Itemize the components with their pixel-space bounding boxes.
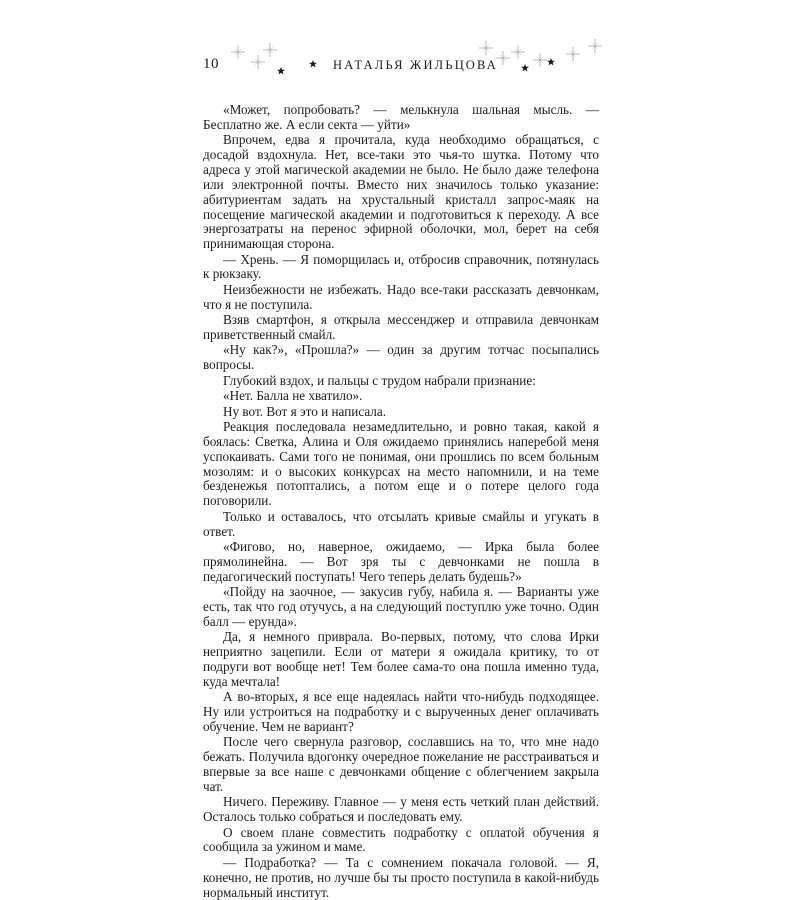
star-icon bbox=[309, 60, 317, 68]
sparkle-icon bbox=[496, 51, 510, 65]
paragraph: Да, я немного приврала. Во-первых, потому, что слова Ирки неприятно зацепили. Если от матери я ожидала критику, то от подруги вот вообще нет! Тем более сама-то она пошла именно туда, куда мечтала! bbox=[203, 629, 599, 689]
paragraph: «Ну как?», «Прошла?» — один за другим тотчас посыпались вопросы. bbox=[203, 342, 599, 373]
paragraph: Впрочем, едва я прочитала, куда необходимо обращаться, с досадой вздохнула. Нет, все-таки это чья-то шутка. Потому что адреса у этой магической академии не было. Не было даже телефона или электронной почты. Вместо них значилось только указание: абитуриентам задать на хрустальный кристалл запрос-маяк на посещение магической академии и подготовиться к переходу. А все энергозатраты на перенос эфирной оболочки, мол, берет на себя принимающая сторона. bbox=[203, 132, 599, 252]
paragraph: Реакция последовала незамедлительно, и ровно такая, какой я боялась: Светка, Алина и Оля ожидаемо принялись наперебой меня успокаивать. Сами того не понимая, они прошлись по всем больным мозолям: и о высоких конкурсах на место напомнили, и на теме безденежья потоптались, а потом еще и о потере целого года поговорили. bbox=[203, 419, 599, 509]
paragraph: «Пойду на заочное, — закусив губу, набила я. — Варианты уже есть, так что год отучусь, а на следующий поступлю уже точно. Один балл — ерунда». bbox=[203, 584, 599, 629]
sparkle-icon bbox=[566, 47, 580, 61]
paragraph: «Может, попробовать? — мелькнула шальная мысль. — Бесплатно же. А если секта — уйти» bbox=[203, 102, 599, 132]
paragraph: «Фигово, но, наверное, ожидаемо, — Ирка была более прямолинейна. — Вот зря ты с девчонками не пошла в педагогический поступать! Чего теперь делать будешь?» bbox=[203, 539, 599, 584]
paragraph: Только и оставалось, что отсылать кривые смайлы и угукать в ответ. bbox=[203, 508, 599, 539]
sparkle-icon bbox=[479, 41, 493, 55]
paragraph: Ничего. Переживу. Главное — у меня есть четкий план действий. Осталось только собраться и последовать ему. bbox=[203, 794, 599, 825]
sparkle-icon bbox=[263, 43, 277, 57]
sparkle-icon bbox=[511, 45, 525, 59]
page-header bbox=[203, 50, 598, 80]
paragraph: А во-вторых, я все еще надеялась найти что-нибудь подходящее. Ну или устроиться на подработку и с вырученных денег оплачивать обучение. Чем не вариант? bbox=[203, 689, 599, 734]
page-number: 10 bbox=[203, 56, 219, 72]
sparkle-icon bbox=[533, 53, 547, 67]
running-head-author: НАТАЛЬЯ ЖИЛЬЦОВА bbox=[333, 58, 498, 72]
paragraph: После чего свернула разговор, сославшись на то, что мне надо бежать. Получила вдогонку очередное пожелание не расстраиваться и впервые за все наше с девчонками общение с облегчением закрыла чат. bbox=[203, 734, 599, 794]
sparkle-icon bbox=[588, 39, 602, 53]
sparkle-icon bbox=[231, 45, 245, 59]
paragraph: — Подработка? — Та с сомнением покачала головой. — Я, конечно, не против, но лучше бы ты просто поступила в какой-нибудь нормальный институт. bbox=[203, 854, 599, 900]
sparkle-icon bbox=[251, 55, 265, 69]
star-icon bbox=[521, 64, 529, 72]
paragraph: Глубокий вздох, и пальцы с трудом набрали признание: bbox=[223, 372, 536, 388]
paragraph: Взяв смартфон, я открыла мессенджер и отправила девчонкам приветственный смайл. bbox=[203, 312, 599, 343]
paragraph: «Нет. Балла не хватило». bbox=[223, 388, 363, 404]
paragraph: О своем плане совместить подработку с оплатой обучения я сообщила за ужином и маме. bbox=[203, 824, 599, 855]
star-icon bbox=[277, 67, 285, 75]
paragraph: — Хрень. — Я поморщилась и, отбросив справочник, потянулась к рюкзаку. bbox=[203, 251, 599, 282]
paragraph: Ну вот. Вот я это и написала. bbox=[223, 403, 387, 419]
page-body-text bbox=[203, 103, 599, 900]
paragraph: Неизбежности не избежать. Надо все-таки рассказать девчонкам, что я не поступила. bbox=[203, 281, 599, 312]
star-icon bbox=[547, 58, 555, 66]
